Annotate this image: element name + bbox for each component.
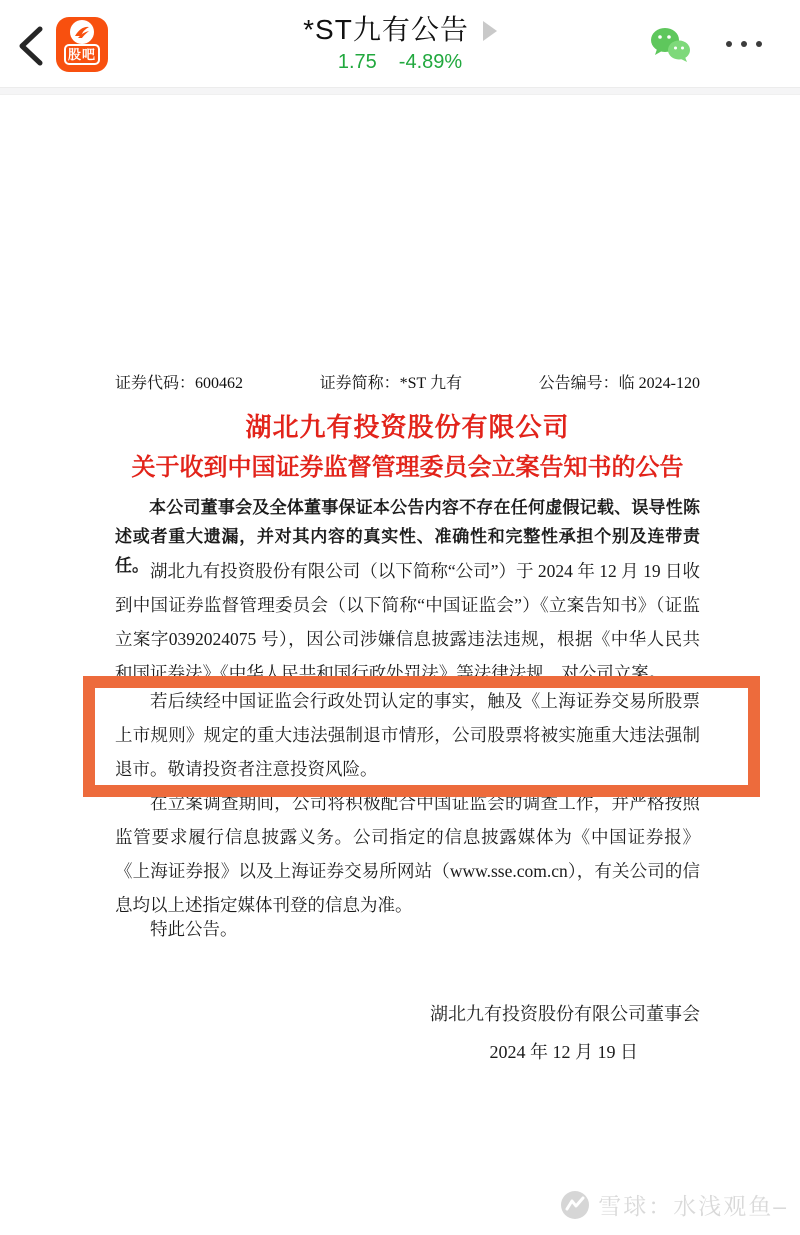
xueqiu-logo-icon xyxy=(560,1190,590,1220)
paragraph-case-filing: 湖北九有投资股份有限公司（以下简称“公司”）于 2024 年 12 月 19 日收到中国证券监督管理委员会（以下简称“中国证监会”）《立案告知书》（证监立案字0392024075 号），因公司涉嫌信息披露违法违规，根据《中华人民共和国证券法》《中华人民共和国行政处罚法》等法律法规，对公司立案。 xyxy=(115,561,700,683)
board-declaration: 本公司董事会及全体董事保证本公告内容不存在任何虚假记载、误导性陈述或者重大遗漏，并对其内容的真实性、准确性和完整性承担个别及连带责任。 xyxy=(115,498,700,575)
paragraph-delisting-risk: 若后续经中国证监会行政处罚认定的事实，触及《上海证券交易所股票上市规则》规定的重大违法强制退市情形，公司股票将被实施重大违法强制退市。敬请投资者注意投资风险。 xyxy=(115,691,700,779)
watermark-text: 雪球：水浅观鱼– xyxy=(598,1193,788,1219)
page-title: *ST九有公告 xyxy=(303,14,469,45)
document-title-company: 湖北九有投资股份有限公司 xyxy=(245,412,570,442)
signature-date: 2024 年 12 月 19 日 xyxy=(489,1042,638,1062)
announcement-number: 公告编号：临 2024-120 xyxy=(538,375,700,392)
paragraph-disclosure-media: 在立案调查期间，公司将积极配合中国证监会的调查工作，并严格按照监管要求履行信息披露义务。公司指定的信息披露媒体为《中国证券报》《上海证券报》以及上海证券交易所网站（www.sse.com.cn），有关公司的信息均以上述指定媒体刊登的信息为准。 xyxy=(115,793,700,915)
security-code: 证券代码：600462 xyxy=(115,375,244,392)
app-icon-label: 股吧 xyxy=(64,44,100,65)
signature-board: 湖北九有投资股份有限公司董事会 xyxy=(430,1004,700,1024)
document-title-subject: 关于收到中国证券监督管理委员会立案告知书的公告 xyxy=(131,454,684,481)
paragraph-closing: 特此公告。 xyxy=(150,919,238,939)
stock-change: -4.89% xyxy=(398,51,463,73)
document-info-line xyxy=(115,370,700,393)
stock-price: 1.75 xyxy=(337,51,377,73)
watermark xyxy=(560,1188,788,1221)
security-name: 证券简称：*ST 九有 xyxy=(319,375,463,392)
